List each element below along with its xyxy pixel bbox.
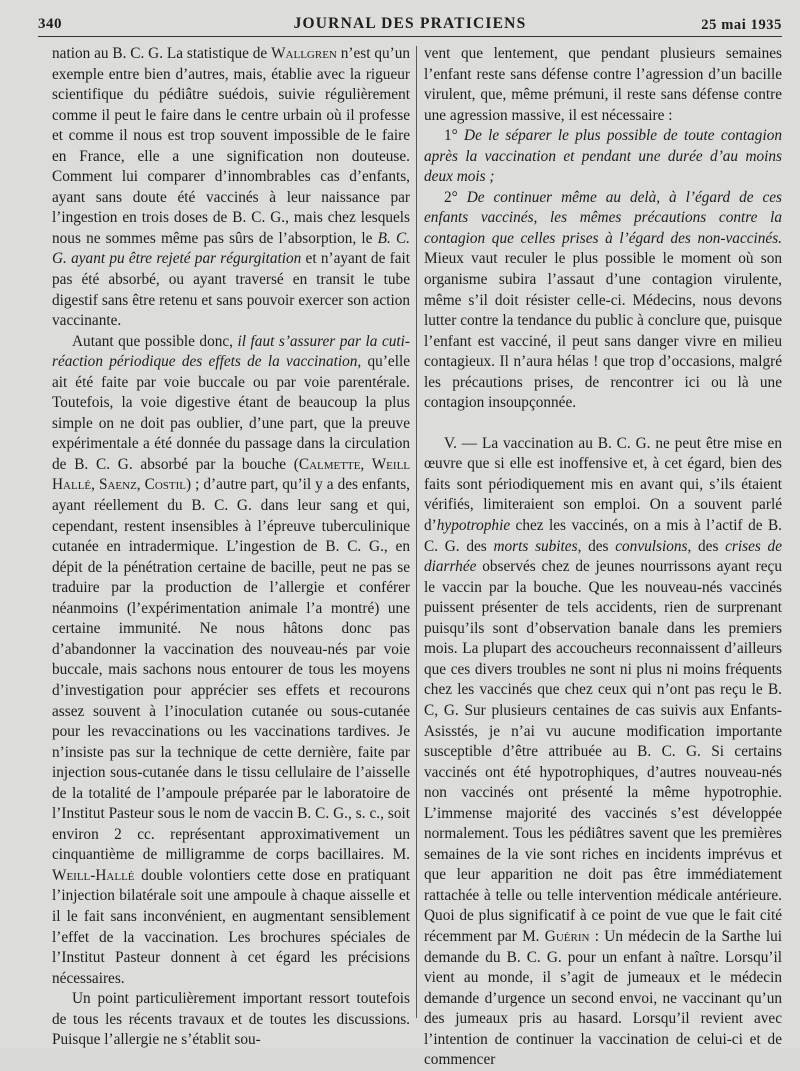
text-run: et n’ayant de fait pas été absorbé, ou ayant traversé en transit le tube digestif sans être retenu et sans pouvoir exercer son action vaccinante. — [52, 250, 410, 330]
text-run: qu’elle ait été faite par voie buccale ou par voie parentérale. Toutefois, la voie digestive étant de beaucoup la plus simple on ne doit pas oublier, d’une part, que la preuve expérimentale a été donnée du passage dans la circulation de B. C. G. absorbé par la bouche ( — [52, 353, 411, 473]
text-run: : Un médecin de la Sarthe lui demande du B. C. G. pour un enfant à naître. Lorsqu’il vient au monde, il s’agit de jumeaux et le médecin demande d’urgence un second envoi, ne vaccinant qu’un des jumeaux pris au hasard. Lorsqu’il revient avec l’intention de continuer la vaccination de celui-ci et de commencer — [424, 927, 782, 1069]
page-number: 340 — [38, 16, 62, 32]
italic-run: morts subites — [493, 537, 578, 555]
italic-run: crises de diarrhée — [424, 537, 782, 576]
text-run: double volontiers cette dose en pratiquant l’injection bilatérale soit une ampoule à chaque aisselle et il le fait sans inconvénient, en augmentant sensiblement l’effet de la vaccination. Les brochures spéciales de l’Institut Pasteur donnent à cet égard les précisions nécessaires. — [52, 866, 410, 987]
text-run: , des — [577, 537, 616, 555]
issue-date: 25 mai 1935 — [701, 17, 782, 33]
smallcaps-name: Guérin — [544, 927, 590, 945]
italic-run: B. C. G. ayant pu être rejeté par régurgitation — [52, 229, 410, 268]
text-run: Autant que possible donc, — [72, 332, 238, 350]
text-run: n’est qu’un exemple entre bien d’autres, mais, établie avec la rigueur scientifique du pédiâtre suédois, suivie régulièrement comme il peut le faire dans le centre urbain où il professe et comme il nous est trop souvent impossible de le faire en France, elle a une signification non douteuse. Comment lui comparer d’innombrables cas d’enfants, ayant sans doute été vaccinés à leur naissance par l’ingestion en trois doses de B. C. G., mais chez lesquels nous ne sommes même pas sûrs de l’absorption, le — [52, 45, 411, 247]
italic-run: De continuer même au delà, à l’égard de ces enfants vaccinés, les mêmes précautions contre la contagion que celles prises à l’égard des non-vaccinés. — [424, 188, 782, 247]
text-run: chez les vaccinés, on a mis à l’actif de B. C. G. des — [424, 517, 782, 555]
italic-run: De le séparer le plus possible de toute contagion après la vaccination et pendant une durée d’au moins deux mois ; — [424, 127, 782, 186]
running-header — [38, 10, 782, 37]
text-run: vent que lentement, que pendant plusieurs semaines l’enfant reste sans défense contre l’agression d’un bacille virulent, que, même prémuni, il reste sans défense contre une agression massive, il est nécessaire : — [424, 45, 782, 124]
section-gap — [424, 414, 782, 434]
smallcaps-name: Weill-Hallé — [52, 866, 135, 884]
italic-run: il faut s’assurer par la cuti-réaction périodique des effets de la vaccination, — [52, 332, 410, 371]
text-run: 2° — [444, 188, 467, 206]
paragraph — [52, 989, 410, 1051]
text-run: 1° — [444, 127, 465, 145]
paragraph — [52, 44, 410, 332]
right-column — [424, 44, 782, 1071]
text-run: Un point particulièrement important ressort toutefois de tous les récents travaux et de toutes les discussions. Puisque l’allergie ne s’établit sou- — [52, 990, 410, 1049]
list-item — [424, 188, 782, 414]
text-run: nation au B. C. G. La statistique de — [52, 45, 272, 62]
journal-title: JOURNAL DES PRATICIENS — [293, 15, 527, 32]
text-run: , des — [687, 537, 726, 555]
italic-run: convulsions — [615, 537, 688, 555]
list-item — [424, 126, 782, 188]
paragraph — [52, 332, 410, 990]
italic-run: hypotrophie — [436, 517, 511, 535]
column-divider — [416, 46, 417, 1018]
text-run: V. — La vaccination au B. C. G. ne peut être mise en œuvre que si elle est inoffensive et, à cet égard, bien des faits sont périodiquement mis en avant qui, s’ils étaient vérifiés, limiteraient son emploi. On a souvent parlé d’ — [424, 434, 782, 535]
section-v-paragraph — [424, 434, 782, 1071]
text-run: observés chez de jeunes nourrissons ayant reçu le vaccin par la bouche. Que les nouveau-nés vaccinés puissent présenter de tels accidents, rien de surprenant puisqu’ils sont d’observation banale dans les premiers mois. La plupart des accoucheurs reconnaissent d’ailleurs que ces divers troubles ne sont ni plus ni moins fréquents chez les vaccinés que chez ceux qui n’ont pas reçu le B. C, G. Sur plusieurs centaines de cas suivis aux Enfants-Asisstés, je n’ai vu aucune modification importante susceptible d’être attribuée au B. C. G. Si certains vaccinés ont été hypotrophiques, d’autres nouveau-nés non vaccinés ont présenté la même hypotrophie. L’immense majorité des vaccinés s’est développée normalement. Tous les pédiâtres savent que les premières semaines de la vie sont riches en incidents imprévus et que leur apparition ne doit pas être immédiatement rattachée à telle ou telle intervention médicale antérieure. Quoi de plus significatif à ce point de vue que le fait cité récemment par M. — [424, 558, 782, 945]
paragraph — [424, 44, 782, 126]
smallcaps-name: Wallgren — [271, 45, 337, 62]
text-run: ) ; d’autre part, qu’il y a des enfants, ayant réellement du B. C. G. dans leur sang et qui, cependant, restent insensibles à l’épreuve tuberculinique cutanée en intradermique. L’ingestion de B. C. G., en dépit de la pénétration certaine de bacille, peut ne pas se traduire par la production de l’allergie et conférer néanmoins (l’expérimentation animale l’a montré) une certaine immunité. Ne nous hâtons donc pas d’abandonner la vaccination des nouveau-nés par voie buccale, mais sachons nous entourer de tous les moyens d’investigation pour apprécier ses effets et recourons assez souvent à l’inoculation cutanée ou sous-cutanée pour les revaccinations ou les vaccinations tardives. Je n’insiste pas sur la technique de cette dernière, faite par injection sous-cutanée dans le tissu cellulaire de l’aisselle de la totalité de l’ampoule préparée par le laboratoire de l’Institut Pasteur sous le nom de vaccin B. C. G., s. c., soit environ 2 cc. représentant approximativement un cinquantième de milligramme de corps bacillaires. M. — [52, 476, 410, 864]
text-run: Mieux vaut reculer le plus possible le moment où son organisme subira l’assaut d’une contagion virulente, même s’il doit résister celle-ci. Médecins, nous devons lutter contre la tendance du public à conclure que, puisque l’enfant est vacciné, il peut sans danger vivre en milieu contagieux. Il n’aura hélas ! que trop d’occasions, malgré les précautions prises, de rencontrer ici ou là une contagion insoupçonnée. — [424, 250, 782, 412]
smallcaps-name: Calmette, Weill Hallé, Saenz, Costil — [52, 455, 411, 494]
left-column — [52, 44, 410, 1051]
